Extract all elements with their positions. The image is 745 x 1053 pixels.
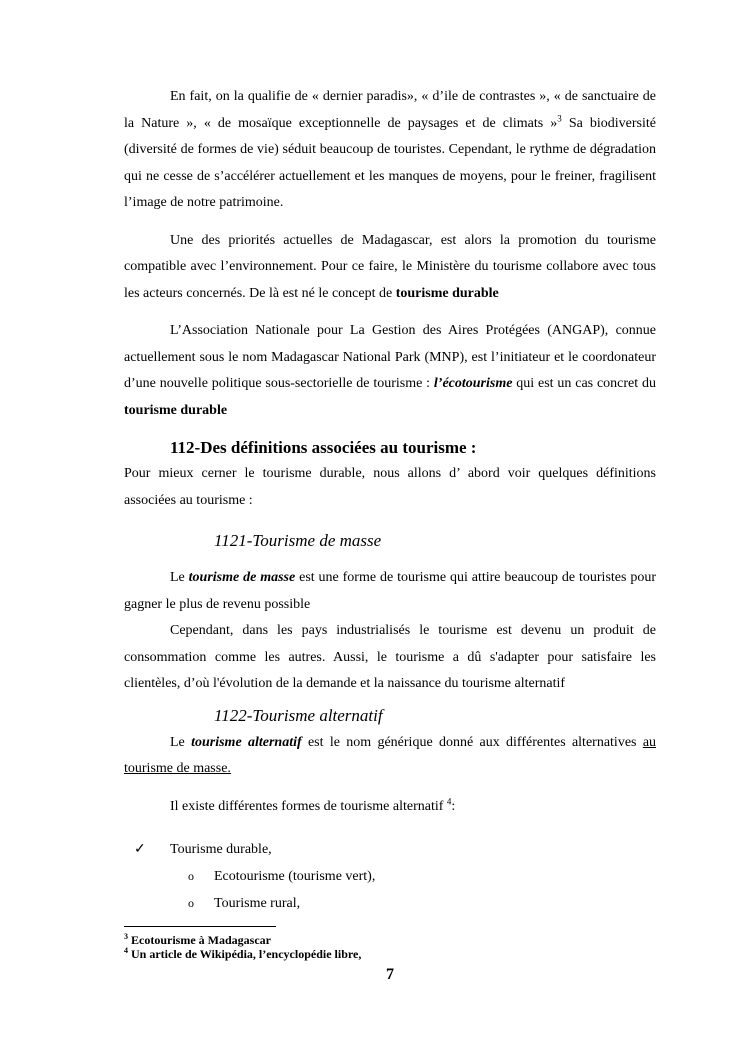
footnote-ref-3[interactable]: 3 bbox=[557, 112, 562, 123]
footnote-4: $^4$ Un article de Wikipédia, l’encyclopédie libre, bbox=[124, 946, 362, 961]
paragraph-alternative-forms: Il existe différentes formes de tourisme alternatif $^4$: bbox=[170, 795, 456, 814]
paragraph-alternative-tourism-definition: Le tourisme alternatif est le nom générique donné aux différentes alternatives au tourisme de masse. bbox=[124, 734, 657, 776]
list-item-ecotourism: o Ecotourisme (tourisme vert), bbox=[124, 863, 656, 890]
checkmark-icon: ✓ bbox=[134, 842, 146, 857]
circle-bullet-icon: o bbox=[188, 869, 194, 883]
heading-112-definitions: 112-Des définitions associées au tourisme : bbox=[170, 438, 477, 457]
alternative-tourism-list bbox=[124, 837, 656, 917]
heading-1122-alternative-tourism: 1122-Tourisme alternatif bbox=[214, 705, 383, 725]
list-item-rural-tourism: o Tourisme rural, bbox=[124, 890, 656, 917]
paragraph-angap: L’Association Nationale pour La Gestion des Aires Protégées (ANGAP), connue actuellement sous le nom Madagascar National Park (MNP), est l’initiateur et le coordonateur d’une nouvelle politique sous-sectorielle de tourisme : l’écotourisme qui est un cas concret du tourisme durable bbox=[124, 323, 656, 418]
footnotes bbox=[124, 933, 361, 961]
list-item-sustainable-tourism: ✓ Tourisme durable, bbox=[124, 837, 656, 863]
sub-list bbox=[124, 863, 656, 917]
paragraph-mass-tourism-definition: Le tourisme de masse est une forme de tourisme qui attire beaucoup de touristes pour gagner le plus de revenu possible bbox=[124, 570, 656, 612]
paragraph-priorities: Une des priorités actuelles de Madagascar, est alors la promotion du tourisme compatible avec l’environnement. Pour ce faire, le Ministère du tourisme collabore avec tous les acteurs concernés. De là est né le concept de tourisme durable bbox=[124, 232, 656, 301]
paragraph-112-intro: Pour mieux cerner le tourisme durable, nous allons d’ abord voir quelques définitions associées au tourisme : bbox=[124, 466, 656, 508]
page-number: 7 bbox=[386, 966, 394, 983]
paragraph-industrialized-countries: Cependant, dans les pays industrialisés le tourisme est devenu un produit de consommation comme les autres. Aussi, le tourisme a dû s'adapter pour satisfaire les clientèles, d’où l'évolution de la demande et la naissance du tourisme alternatif bbox=[124, 623, 656, 691]
footnote-ref-4[interactable]: 4 bbox=[446, 795, 452, 806]
document-body bbox=[124, 84, 656, 917]
footnote-divider bbox=[124, 926, 276, 927]
footnote-3: $^3$ Ecotourisme à Madagascar bbox=[124, 932, 271, 947]
heading-1121-mass-tourism: 1121-Tourisme de masse bbox=[214, 531, 382, 550]
paragraph-biodiversity: En fait, on la qualifie de « dernier paradis», « d’ile de contrastes », « de sanctuaire de la Nature », « de mosaïque exceptionnelle de paysages et de climats »$^3$ Sa biodiversité (diversité de formes de vie) séduit beaucoup de touristes. Cependant, le rythme de dégradation qui ne cesse de s’accélérer actuellement et les manques de moyens, pour le freiner, fragilisent l’image de notre patrimoine. bbox=[124, 89, 656, 210]
circle-bullet-icon: o bbox=[188, 896, 194, 910]
